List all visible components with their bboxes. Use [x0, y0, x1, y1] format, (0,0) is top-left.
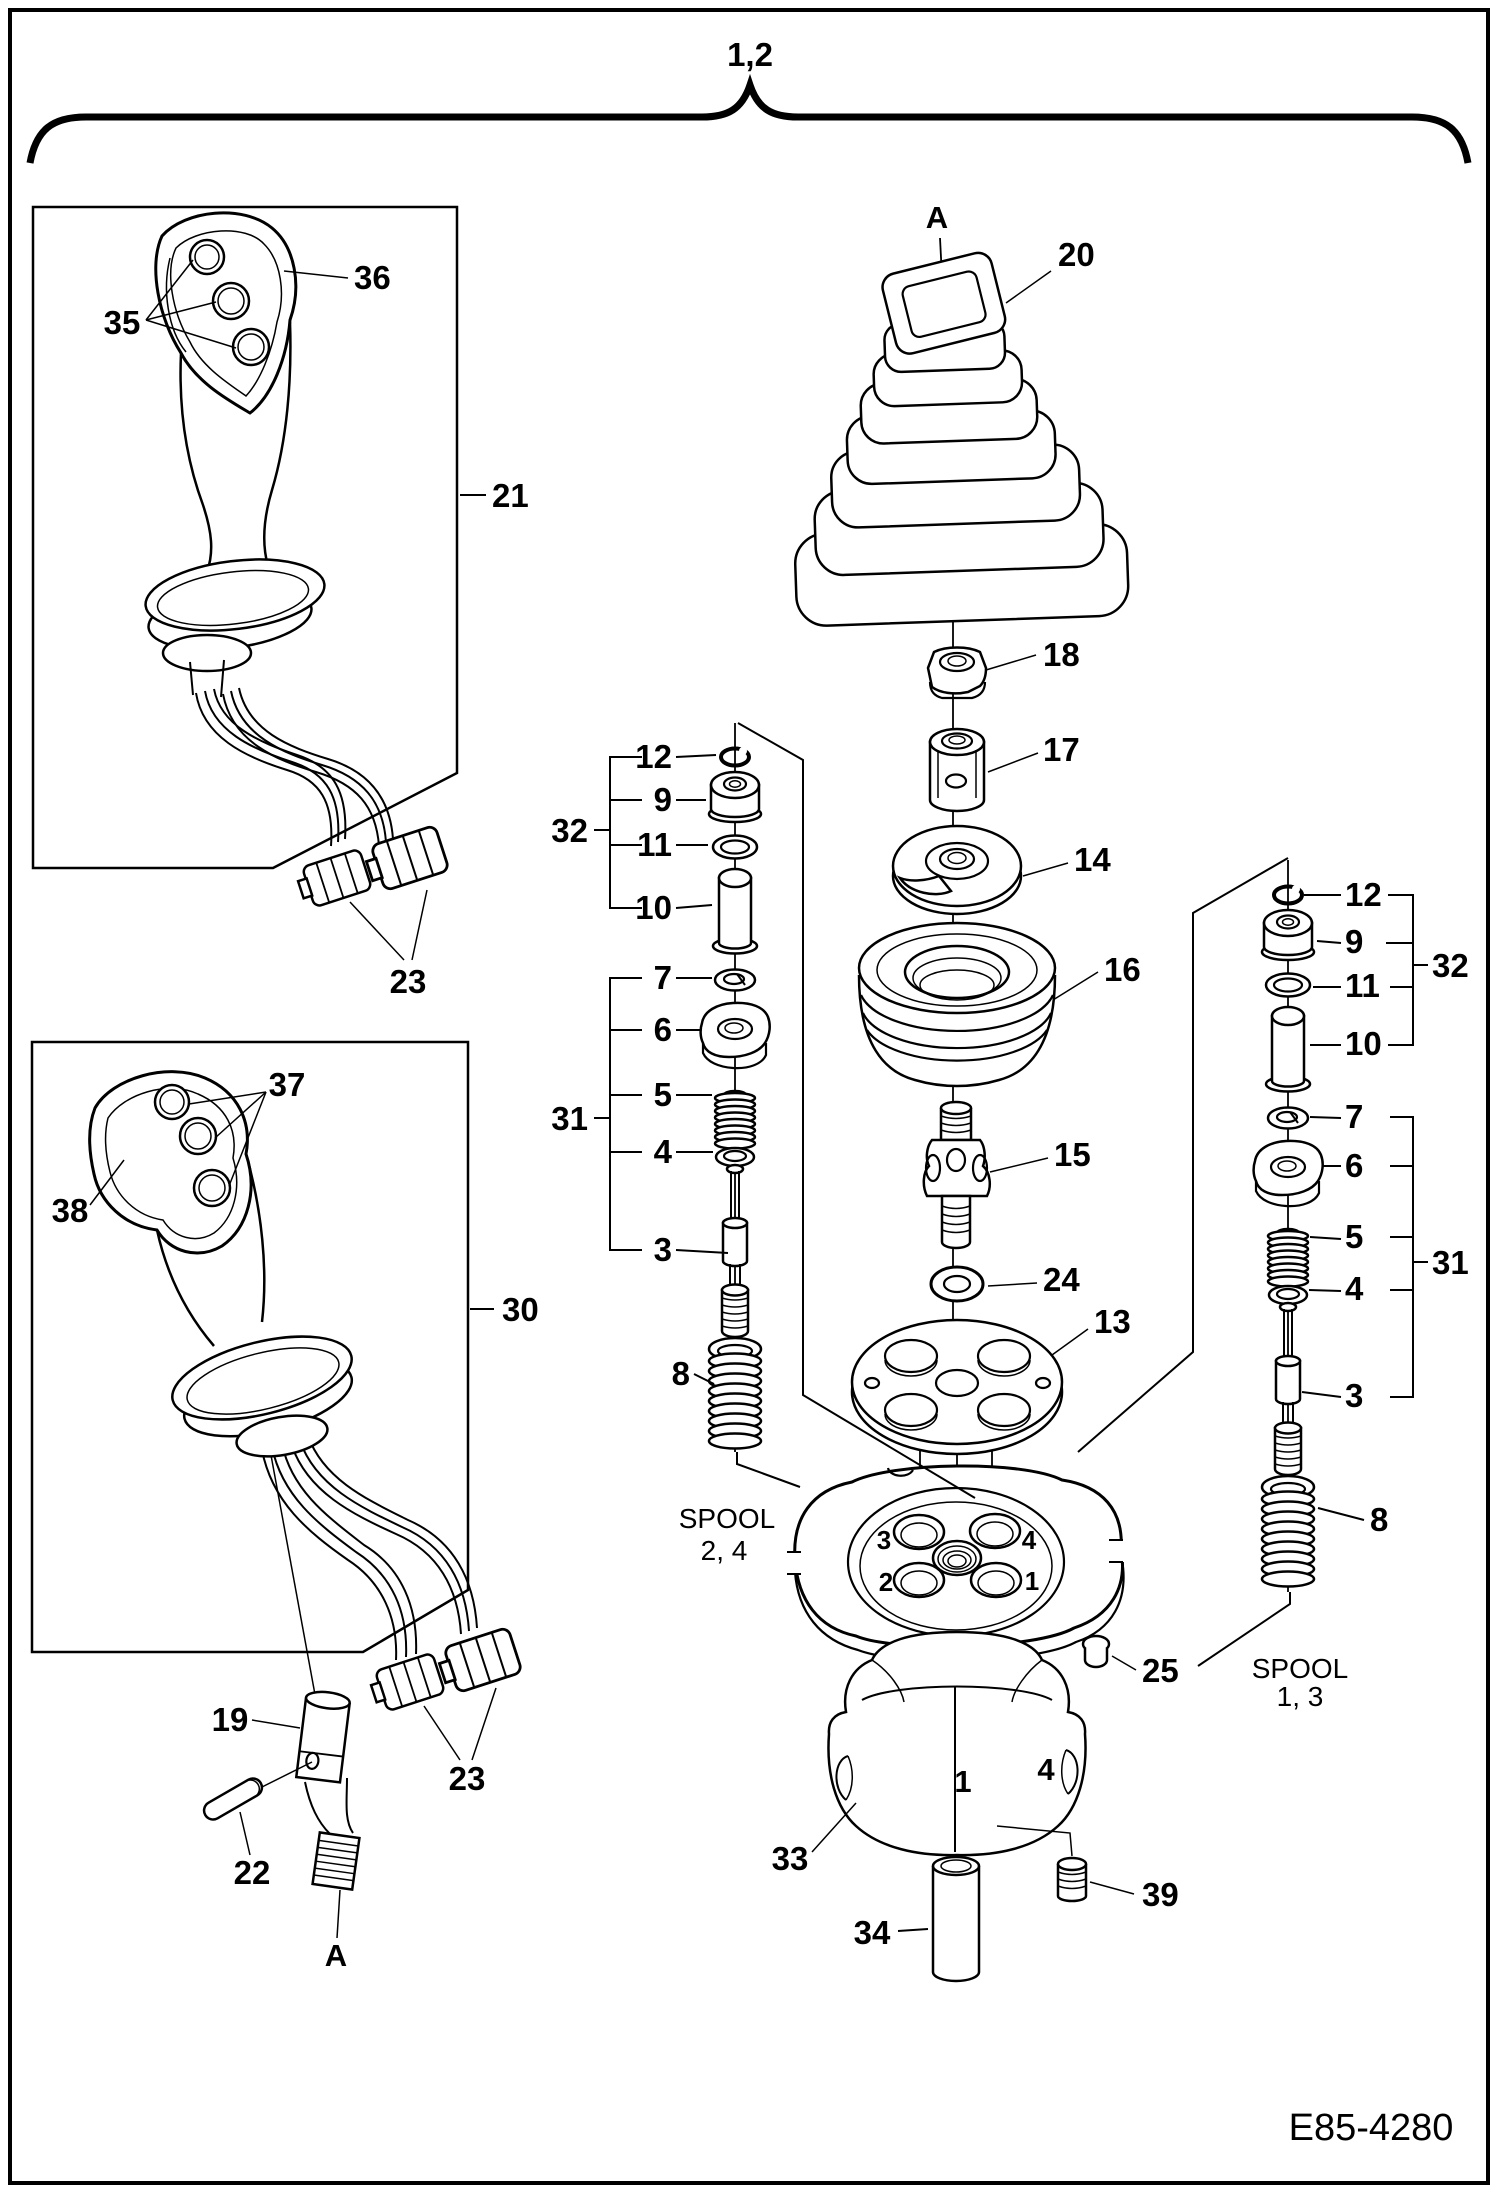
group-callout-32-right: 32: [1432, 947, 1469, 984]
callout-12-right: 12: [1345, 876, 1382, 913]
callout-8-left: 8: [671, 1355, 690, 1392]
group-callout-31-left: 31: [551, 1100, 588, 1137]
coupling-nut-17: [930, 729, 984, 811]
spool-13-label-line1: SPOOL: [1251, 1653, 1349, 1684]
handle-base-parts: [201, 1690, 360, 1973]
pivot-joint-15: [924, 1102, 990, 1248]
spool-24-label-line1: SPOOL: [678, 1503, 776, 1534]
callout-10-left: 10: [635, 889, 672, 926]
callout-39: 39: [1142, 1876, 1179, 1913]
callout-4-left: 4: [653, 1133, 672, 1170]
grommet-25: [1083, 1636, 1109, 1667]
plate-port-3: 3: [876, 1525, 892, 1555]
callout-7-right: 7: [1345, 1098, 1364, 1135]
port-plate-13: [852, 1320, 1062, 1454]
plate-port-4: 4: [1021, 1525, 1037, 1555]
callout-6-right: 6: [1345, 1147, 1364, 1184]
joystick-handle-drawing: [90, 1072, 360, 1463]
spool-24-label-line2: 2, 4: [700, 1535, 748, 1566]
callout-25: 25: [1142, 1652, 1179, 1689]
callout-17: 17: [1043, 731, 1080, 768]
curly-brace: [30, 85, 1468, 163]
callout-35: 35: [103, 304, 141, 341]
callout-30: 30: [502, 1291, 539, 1328]
callout-23-lower: 23: [448, 1760, 486, 1797]
seal-ring-16: [859, 923, 1055, 1086]
callout-5-right: 5: [1345, 1218, 1364, 1255]
callout-19: 19: [211, 1701, 249, 1738]
callout-3-left: 3: [653, 1231, 672, 1268]
grip-ribbed-end: [313, 1832, 360, 1889]
section-ref-a-top: A: [925, 200, 949, 235]
callout-6-left: 6: [653, 1011, 672, 1048]
callout-11-right: 11: [1345, 967, 1380, 1004]
callout-13: 13: [1094, 1303, 1131, 1340]
callout-38: 38: [51, 1192, 89, 1229]
callout-34: 34: [853, 1914, 891, 1951]
jam-nut-18: [928, 648, 986, 699]
callout-8-right: 8: [1370, 1501, 1389, 1538]
cam-plate-14: [893, 826, 1021, 914]
body-mark-1: 1: [954, 1764, 972, 1799]
group-callout-31-right: 31: [1432, 1244, 1469, 1281]
valve-body-33: [828, 1632, 1085, 1855]
callout-23-upper: 23: [389, 963, 427, 1000]
callout-11-left: 11: [637, 826, 672, 863]
washer-24: [931, 1267, 983, 1301]
callout-9-right: 9: [1345, 923, 1364, 960]
callout-9-left: 9: [653, 781, 672, 818]
callout-24: 24: [1043, 1261, 1080, 1298]
callout-36: 36: [354, 259, 391, 296]
top-brace-group: [30, 36, 1468, 163]
roll-pin-22: [201, 1775, 265, 1823]
callout-33: 33: [771, 1840, 809, 1877]
assembly-callout: 1,2: [727, 36, 773, 73]
spacer-tube-34: [933, 1857, 979, 1981]
joystick-handle-drawing: [142, 213, 329, 697]
callout-10-right: 10: [1345, 1025, 1382, 1062]
callout-21: 21: [492, 477, 529, 514]
callout-14: 14: [1074, 841, 1111, 878]
set-screw-39: [1058, 1858, 1086, 1901]
callout-5-left: 5: [653, 1076, 672, 1113]
rubber-boot-20: [785, 245, 1130, 626]
callout-18: 18: [1043, 636, 1080, 673]
plate-port-1: 1: [1024, 1566, 1040, 1596]
spool-13-label-line2: 1, 3: [1276, 1681, 1324, 1712]
plate-port-2: 2: [878, 1567, 894, 1597]
inset-box-joystick-21: [33, 207, 529, 1000]
callout-37: 37: [268, 1066, 306, 1103]
callout-7-left: 7: [653, 959, 672, 996]
callout-12-left: 12: [635, 738, 672, 775]
callout-22: 22: [233, 1854, 271, 1891]
callout-15: 15: [1054, 1136, 1091, 1173]
callout-20: 20: [1058, 236, 1095, 273]
inset-box-joystick-30: [32, 1042, 539, 1797]
callout-3-right: 3: [1345, 1377, 1364, 1414]
center-assembly: [772, 200, 1179, 1981]
figure-code: E85-4280: [1288, 2107, 1454, 2149]
body-mark-4: 4: [1037, 1752, 1055, 1787]
callout-16: 16: [1104, 951, 1141, 988]
section-ref-a-bottom: A: [324, 1938, 348, 1973]
group-callout-32-left: 32: [551, 812, 588, 849]
callout-4-right: 4: [1345, 1270, 1364, 1307]
